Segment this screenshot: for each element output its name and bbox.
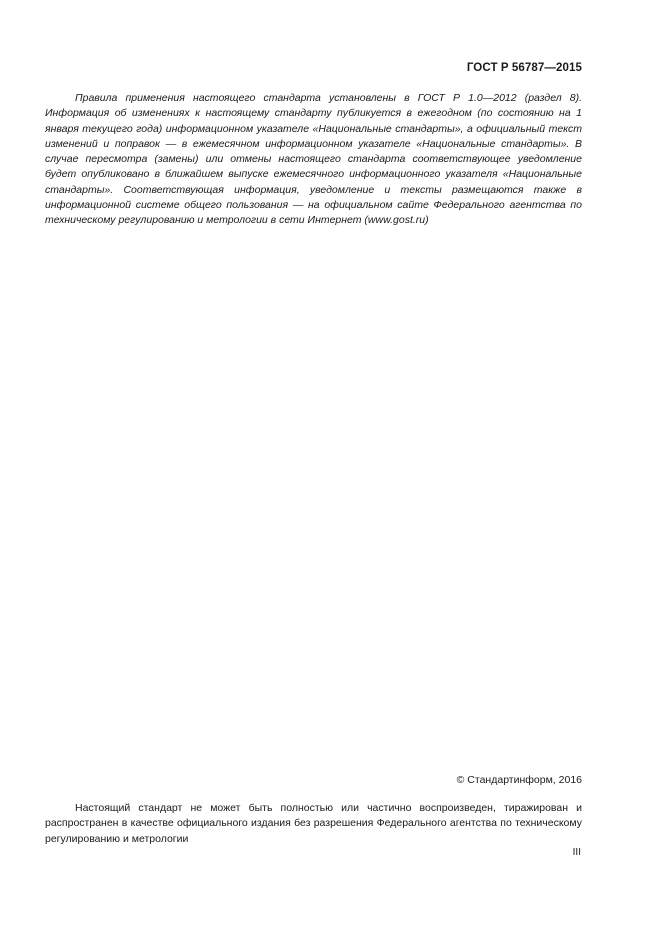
rights-paragraph: Настоящий стандарт не может быть полностью или частично воспроизведен, тиражирован и распространен в качестве официального издания без разрешения Федерального агентства по техническому регулированию и метрологии <box>45 802 582 845</box>
page-number: III <box>572 847 581 858</box>
rights-notice <box>45 801 582 847</box>
notice-paragraph: Правила применения настоящего стандарта установлены в ГОСТ Р 1.0—2012 (раздел 8). Информация об изменениях к настоящему стандарту публикуется в ежегодном (по состоянию на 1 января текущего года) информационном указателе «Национальные стандарты», а официальный текст изменений и поправок — в ежемесячном информационном указателе «Национальные стандарты». В случае пересмотра (замены) или отмены настоящего стандарта соответствующее уведомление будет опубликовано в ближайшем выпуске ежемесячного информационного указателя «Национальные стандарты». Соответствующая информация, уведомление и тексты размещаются также в информационной системе общего пользования — на официальном сайте Федерального агентства по техническому регулированию и метрологии в сети Интернет (www.gost.ru) <box>45 92 582 227</box>
document-code: ГОСТ Р 56787—2015 <box>466 62 582 74</box>
application-notice <box>45 91 582 229</box>
copyright-line: © Стандартинформ, 2016 <box>456 774 582 786</box>
